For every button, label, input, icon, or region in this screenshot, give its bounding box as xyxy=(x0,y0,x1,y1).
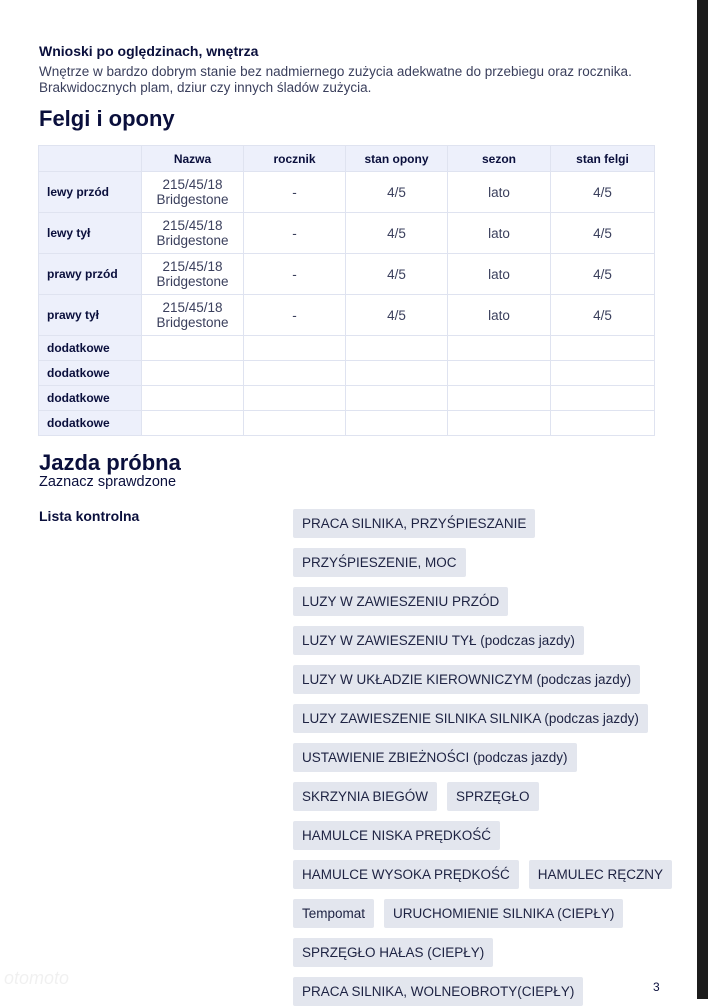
tire-season: lato xyxy=(448,254,551,295)
table-row-extra xyxy=(39,336,655,361)
tire-state: 4/5 xyxy=(346,172,448,213)
tire-size: 215/45/18 xyxy=(162,259,223,274)
check-steering-play[interactable]: LUZY W UKŁADZIE KIEROWNICZYM (podczas jazdy) xyxy=(293,665,640,694)
check-engine-acceleration[interactable]: PRACA SILNIKA, PRZYŚPIESZANIE xyxy=(293,509,535,538)
check-engine-mount-play[interactable]: LUZY ZAWIESZENIE SILNIKA SILNIKA (podczas jazdy) xyxy=(293,704,648,733)
rim-state: 4/5 xyxy=(551,213,655,254)
tire-size: 215/45/18 xyxy=(162,218,223,233)
row-position-extra: dodatkowe xyxy=(39,336,142,361)
check-brakes-low-speed[interactable]: HAMULCE NISKA PRĘDKOŚĆ xyxy=(293,821,500,850)
tire-brand: Bridgestone xyxy=(156,233,229,248)
check-front-suspension-play[interactable]: LUZY W ZAWIESZENIU PRZÓD xyxy=(293,587,508,616)
row-position-extra: dodatkowe xyxy=(39,386,142,411)
tire-name-cell xyxy=(142,172,244,213)
check-wheel-alignment[interactable]: USTAWIENIE ZBIEŻNOŚCI (podczas jazdy) xyxy=(293,743,577,772)
viewer-edge xyxy=(697,0,708,999)
interior-conclusions-text: Wnętrze w bardzo dobrym stanie bez nadmiernego zużycia adekwatne do przebiegu oraz rocznika. Brakwidocznych plam, dziur czy innych śladów zużycia. xyxy=(39,64,632,95)
table-row xyxy=(39,172,655,213)
tire-size: 215/45/18 xyxy=(162,300,223,315)
check-clutch-noise-warm[interactable]: SPRZĘGŁO HAŁAS (CIEPŁY) xyxy=(293,938,493,967)
test-drive-title: Jazda próbna xyxy=(39,450,181,475)
tires-table-header-row xyxy=(39,146,655,172)
row-position-extra: dodatkowe xyxy=(39,361,142,386)
row-position: lewy przód xyxy=(39,172,142,213)
tire-season: lato xyxy=(448,172,551,213)
tires-section-title: Felgi i opony xyxy=(39,106,175,131)
tire-state: 4/5 xyxy=(346,254,448,295)
rim-state: 4/5 xyxy=(551,172,655,213)
tire-state: 4/5 xyxy=(346,295,448,336)
watermark-logo: otomoto xyxy=(4,968,70,988)
page-number: 3 xyxy=(653,980,660,994)
tire-name-cell xyxy=(142,254,244,295)
header-year: rocznik xyxy=(244,146,346,172)
rim-state: 4/5 xyxy=(551,295,655,336)
check-engine-idle-warm[interactable]: PRACA SILNIKA, WOLNEOBROTY(CIEPŁY) xyxy=(293,977,583,1006)
tire-size: 215/45/18 xyxy=(162,177,223,192)
table-row-extra xyxy=(39,386,655,411)
tire-name-cell xyxy=(142,295,244,336)
header-position xyxy=(39,146,142,172)
header-tire-state: stan opony xyxy=(346,146,448,172)
table-row-extra xyxy=(39,411,655,436)
check-gearbox[interactable]: SKRZYNIA BIEGÓW xyxy=(293,782,437,811)
row-position: lewy tył xyxy=(39,213,142,254)
table-row xyxy=(39,295,655,336)
check-clutch[interactable]: SPRZĘGŁO xyxy=(447,782,539,811)
rim-state: 4/5 xyxy=(551,254,655,295)
tire-brand: Bridgestone xyxy=(156,192,229,207)
check-handbrake[interactable]: HAMULEC RĘCZNY xyxy=(529,860,672,889)
tire-state: 4/5 xyxy=(346,213,448,254)
tire-brand: Bridgestone xyxy=(156,315,229,330)
test-drive-subtitle: Zaznacz sprawdzone xyxy=(39,474,177,490)
checklist-tags xyxy=(293,509,683,1006)
header-name: Nazwa xyxy=(142,146,244,172)
check-cruise-control[interactable]: Tempomat xyxy=(293,899,374,928)
check-acceleration-power[interactable]: PRZYŚPIESZENIE, MOC xyxy=(293,548,466,577)
table-row xyxy=(39,213,655,254)
checklist-label: Lista kontrolna xyxy=(39,508,140,524)
tire-year: - xyxy=(244,213,346,254)
check-rear-suspension-play[interactable]: LUZY W ZAWIESZENIU TYŁ (podczas jazdy) xyxy=(293,626,584,655)
row-position: prawy przód xyxy=(39,254,142,295)
check-brakes-high-speed[interactable]: HAMULCE WYSOKA PRĘDKOŚĆ xyxy=(293,860,519,889)
tires-table xyxy=(38,145,655,436)
interior-conclusions-title: Wnioski po oględzinach, wnętrza xyxy=(39,43,259,59)
tire-year: - xyxy=(244,172,346,213)
check-engine-start-warm[interactable]: URUCHOMIENIE SILNIKA (CIEPŁY) xyxy=(384,899,623,928)
row-position: prawy tył xyxy=(39,295,142,336)
tire-year: - xyxy=(244,254,346,295)
table-row xyxy=(39,254,655,295)
tire-season: lato xyxy=(448,213,551,254)
tire-season: lato xyxy=(448,295,551,336)
tire-name-cell xyxy=(142,213,244,254)
table-row-extra xyxy=(39,361,655,386)
header-rim-state: stan felgi xyxy=(551,146,655,172)
header-season: sezon xyxy=(448,146,551,172)
tire-year: - xyxy=(244,295,346,336)
tire-brand: Bridgestone xyxy=(156,274,229,289)
row-position-extra: dodatkowe xyxy=(39,411,142,436)
